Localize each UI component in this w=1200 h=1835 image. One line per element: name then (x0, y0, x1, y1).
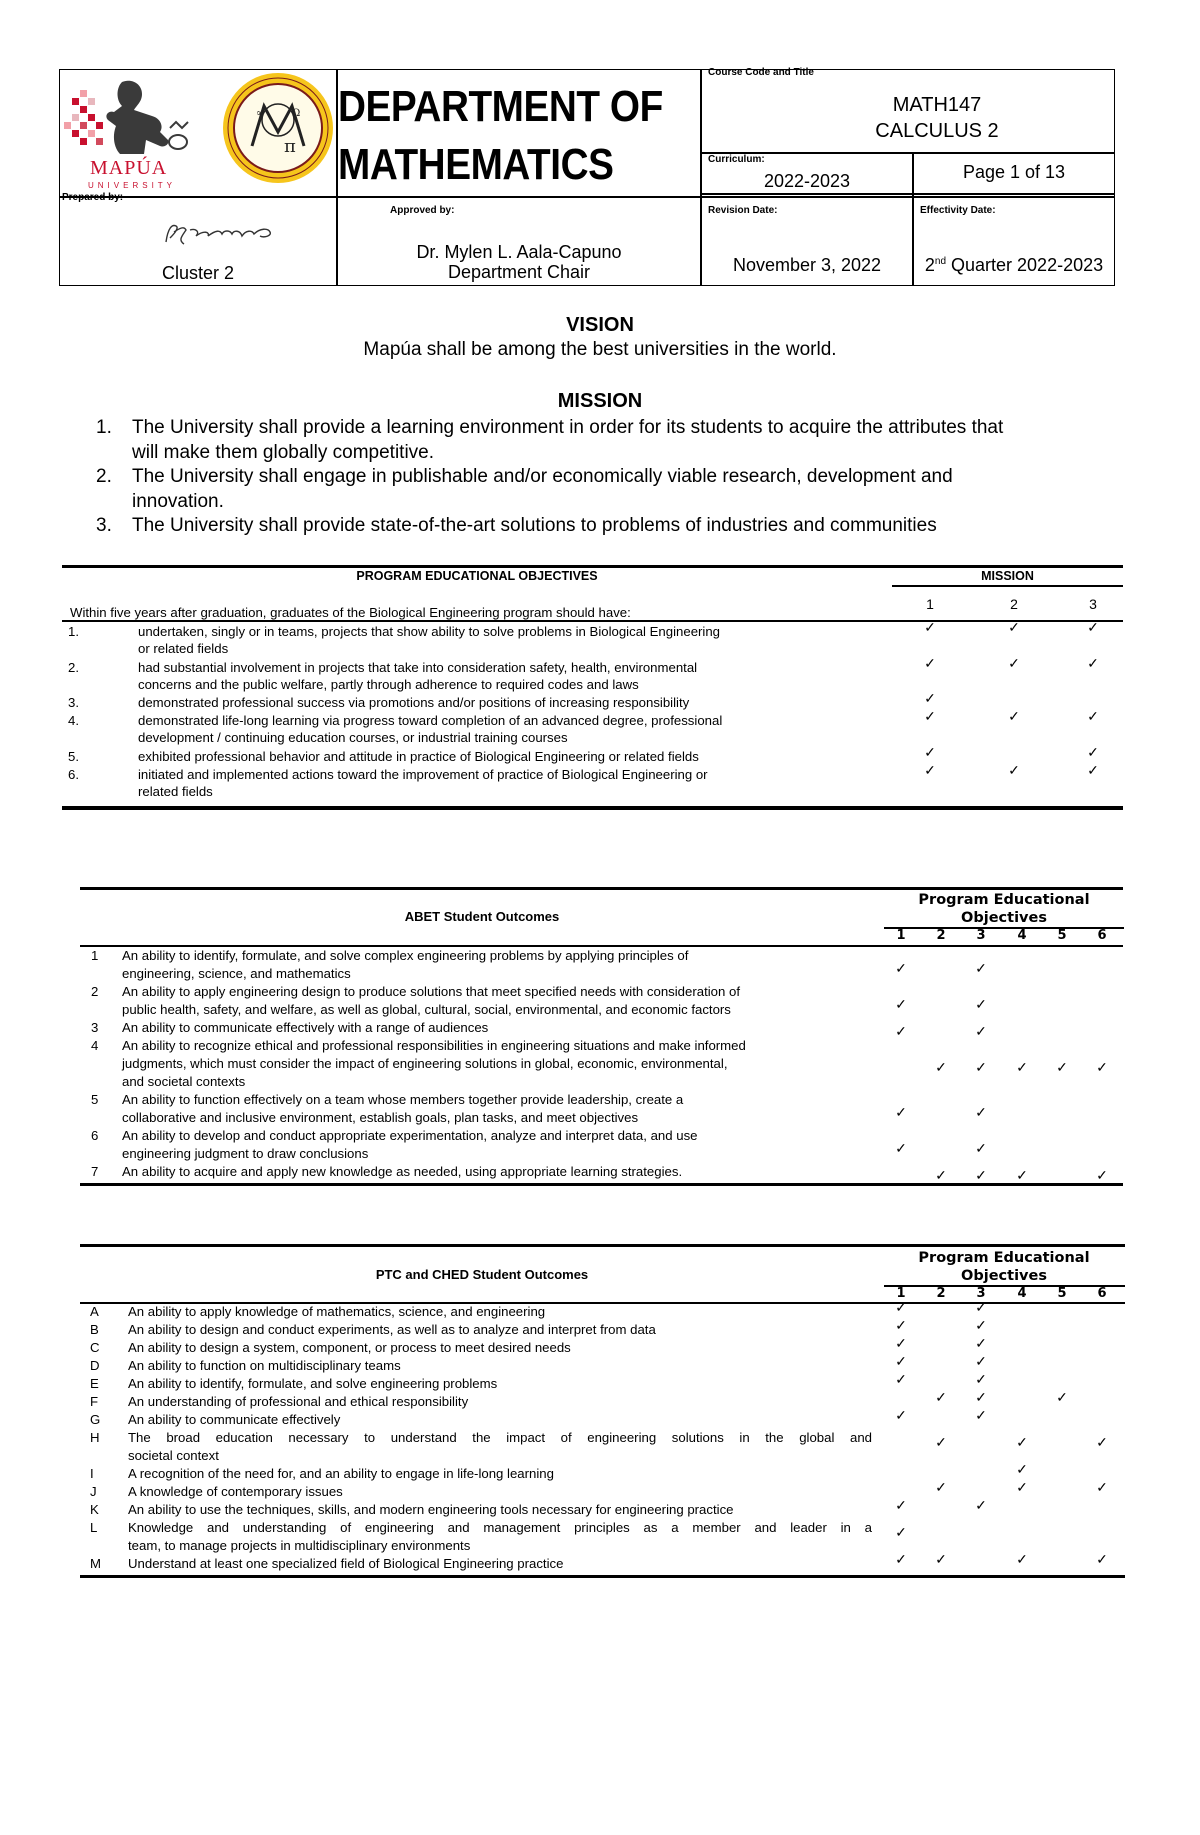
check-mark: ✓ (975, 995, 987, 1012)
ptc-row-letter: C (90, 1340, 100, 1355)
ptc-row-letter: G (90, 1412, 101, 1427)
abet-row-text: An ability to acquire and apply new knowledge as needed, using appropriate learning strategies. (122, 1164, 683, 1179)
ptc-column-header: 6 (1097, 1286, 1107, 1301)
signature-icon (160, 218, 290, 250)
check-mark: ✓ (895, 959, 907, 976)
svg-text:π: π (284, 136, 296, 157)
mapua-logo-icon (60, 70, 336, 196)
course-code: MATH147 (892, 94, 982, 116)
mission-item (96, 465, 1136, 514)
peo-row-number: 6. (68, 767, 79, 782)
check-mark: ✓ (975, 1103, 987, 1120)
check-mark: ✓ (1008, 762, 1020, 778)
peo-row-text: development / continuing education courses, or industrial training courses (138, 730, 568, 745)
check-mark: ✓ (895, 1335, 907, 1351)
course-code-label: Course Code and Title (708, 67, 814, 78)
check-mark: ✓ (1008, 655, 1020, 671)
abet-row-text: An ability to identify, formulate, and solve complex engineering problems by applying principles of (122, 948, 689, 963)
check-mark: ✓ (935, 1433, 947, 1450)
course-code-title (760, 92, 1114, 144)
check-mark: ✓ (895, 1139, 907, 1156)
ptc-row-letter: J (90, 1484, 97, 1499)
check-mark: ✓ (1087, 708, 1099, 724)
mission-item-number: 1. (96, 417, 112, 438)
effectivity-date-value (914, 255, 1114, 276)
check-mark: ✓ (1008, 708, 1020, 724)
abet-table-title: ABET Student Outcomes (404, 909, 560, 924)
mission-item (96, 416, 1136, 465)
check-mark: ✓ (935, 1389, 947, 1405)
abet-row-number: 5 (91, 1092, 99, 1107)
logo-area (60, 70, 336, 196)
peo-row-number: 4. (68, 713, 79, 728)
check-mark: ✓ (975, 1335, 987, 1351)
ptc-row-text: Understand at least one specialized field of Biological Engineering practice (128, 1556, 564, 1571)
abet-column-header: 1 (896, 928, 906, 943)
ptc-row-text: An ability to design a system, component, or process to meet desired needs (128, 1340, 571, 1355)
ptc-row-text: An understanding of professional and ethical responsibility (128, 1394, 469, 1409)
ptc-row-letter: L (90, 1520, 98, 1535)
approved-by-block (338, 242, 700, 282)
check-mark: ✓ (1096, 1479, 1108, 1495)
abet-row-number: 7 (91, 1164, 99, 1179)
mission-heading: MISSION (557, 390, 643, 412)
abet-row-number: 3 (91, 1020, 99, 1035)
check-mark: ✓ (1096, 1167, 1108, 1183)
department-title (338, 78, 708, 194)
svg-text:∞: ∞ (256, 108, 265, 119)
signature-image (160, 218, 290, 255)
ptc-row-text: An ability to apply knowledge of mathematics, science, and engineering (128, 1304, 546, 1319)
ptc-peo-header-line1: Program Educational (918, 1250, 1090, 1266)
peo-table-title: PROGRAM EDUCATIONAL OBJECTIVES (356, 569, 598, 583)
check-mark: ✓ (975, 1058, 987, 1075)
peo-row-text: demonstrated life-long learning via progress toward completion of an advanced degree, professional (138, 713, 723, 728)
abet-column-header: 2 (936, 928, 946, 943)
check-mark: ✓ (935, 1167, 947, 1183)
effectivity-ordinal: 2 (924, 255, 935, 275)
curriculum-value: 2022-2023 (763, 171, 851, 191)
ptc-row-text: societal context (128, 1447, 219, 1463)
peo-row-text: related fields (138, 784, 213, 799)
abet-row-text: An ability to apply engineering design to produce solutions that meet specified needs with consideration of (122, 984, 741, 999)
check-mark: ✓ (1008, 619, 1020, 635)
abet-row-text: An ability to communicate effectively with a range of audiences (122, 1020, 489, 1035)
abet-row-number: 2 (91, 984, 99, 999)
check-mark: ✓ (1087, 655, 1099, 671)
check-mark: ✓ (1087, 744, 1099, 760)
peo-row-number: 5. (68, 749, 79, 764)
check-mark: ✓ (895, 995, 907, 1012)
peo-mission-header: MISSION (981, 569, 1034, 583)
mission-item-text: The University shall provide a learning environment in order for its students to acquire the attributes that (132, 417, 1004, 438)
prepared-by-value: Cluster 2 (161, 263, 235, 283)
effectivity-rest: Quarter 2022-2023 (946, 255, 1104, 275)
curriculum-label: Curriculum: (708, 154, 765, 165)
ptc-row-letter: D (90, 1358, 100, 1373)
ptc-row-letter: I (90, 1466, 94, 1481)
vision-heading: VISION (566, 314, 634, 336)
check-mark: ✓ (975, 1389, 987, 1405)
ptc-column-header: 1 (896, 1286, 906, 1301)
ptc-column-header: 5 (1057, 1286, 1067, 1301)
check-mark: ✓ (895, 1023, 907, 1039)
check-mark: ✓ (895, 1353, 907, 1369)
ptc-row-letter: K (90, 1502, 99, 1517)
peo-row-number: 1. (68, 624, 79, 639)
course-title: CALCULUS 2 (875, 120, 999, 142)
abet-peo-header (884, 891, 1124, 927)
ptc-row-text: The broad education necessary to understand the impact of engineering solutions in the global and (128, 1430, 872, 1445)
ptc-row-letter: M (90, 1556, 101, 1571)
check-mark: ✓ (895, 1523, 907, 1540)
check-mark: ✓ (895, 1299, 907, 1315)
abet-row-text: An ability to function effectively on a team whose members together provide leadership, create a (122, 1092, 684, 1107)
abet-row-text: engineering judgment to draw conclusions (122, 1145, 369, 1161)
check-mark: ✓ (975, 1353, 987, 1369)
abet-row-text: public health, safety, and welfare, as well as global, cultural, social, environmental, and economic factors (122, 1001, 731, 1017)
check-mark: ✓ (1016, 1058, 1028, 1075)
check-mark: ✓ (924, 744, 936, 760)
check-mark: ✓ (1087, 619, 1099, 635)
peo-row-text: or related fields (138, 641, 229, 656)
abet-row-text: An ability to recognize ethical and professional responsibilities in engineering situations and make informed (122, 1038, 746, 1053)
check-mark: ✓ (1016, 1433, 1028, 1450)
approved-by-label: Approved by: (390, 205, 455, 216)
check-mark: ✓ (924, 619, 936, 635)
mission-item-text: The University shall engage in publishable and/or economically viable research, development and (132, 466, 953, 487)
mission-item-number: 2. (96, 466, 112, 487)
abet-row-text: collaborative and inclusive environment, establish goals, plan tasks, and meet objectives (122, 1109, 639, 1125)
check-mark: ✓ (895, 1497, 907, 1513)
ptc-column-header: 2 (936, 1286, 946, 1301)
check-mark: ✓ (1096, 1551, 1108, 1567)
abet-column-header: 6 (1097, 928, 1107, 943)
check-mark: ✓ (935, 1551, 947, 1567)
department-title-line1: DEPARTMENT OF (338, 82, 663, 131)
abet-column-header: 5 (1057, 928, 1067, 943)
check-mark: ✓ (924, 690, 936, 706)
ptc-row-text: An ability to identify, formulate, and solve engineering problems (128, 1376, 498, 1391)
ptc-row-text: A recognition of the need for, and an ability to engage in life-long learning (128, 1466, 554, 1481)
effectivity-ordinal-suffix: nd (934, 256, 947, 267)
check-mark: ✓ (1016, 1461, 1028, 1477)
check-mark: ✓ (895, 1103, 907, 1120)
ptc-peo-header (884, 1249, 1124, 1285)
ptc-row-letter: H (90, 1430, 100, 1445)
check-mark: ✓ (924, 655, 936, 671)
peo-row-text: concerns and the public welfare, partly through adherence to required codes and laws (138, 677, 639, 692)
ptc-row-text: team, to manage projects in multidisciplinary environments (128, 1537, 471, 1553)
mission-item-number: 3. (96, 515, 112, 536)
ptc-row-text: An ability to design and conduct experiments, as well as to analyze and interpret from data (128, 1322, 656, 1337)
revision-date-label: Revision Date: (708, 205, 778, 216)
check-mark: ✓ (975, 1139, 987, 1156)
check-mark: ✓ (935, 1479, 947, 1495)
peo-column-header: 3 (1089, 596, 1097, 612)
mission-list (96, 416, 1136, 539)
check-mark: ✓ (895, 1407, 907, 1423)
ptc-row-text: A knowledge of contemporary issues (128, 1484, 343, 1499)
abet-row-text: judgments, which must consider the impact of engineering solutions in global, economic, environmental, (122, 1055, 728, 1071)
abet-column-header: 3 (976, 928, 986, 943)
mission-item (96, 514, 1136, 539)
peo-row-number: 3. (68, 695, 79, 710)
check-mark: ✓ (1056, 1058, 1068, 1075)
effectivity-date-label: Effectivity Date: (920, 205, 996, 216)
peo-row-text: undertaken, singly or in teams, projects that show ability to solve problems in Biological Engineering (138, 624, 721, 639)
ptc-row-letter: F (90, 1394, 99, 1409)
abet-row-number: 6 (91, 1128, 99, 1143)
mission-item-text: The University shall provide state-of-the-art solutions to problems of industries and communities (132, 515, 937, 536)
peo-row-text: initiated and implemented actions toward the improvement of practice of Biological Engineering or (138, 767, 708, 782)
check-mark: ✓ (975, 1407, 987, 1423)
svg-text:UNIVERSITY: UNIVERSITY (88, 181, 177, 190)
check-mark: ✓ (1016, 1167, 1028, 1183)
mission-item-text: will make them globally competitive. (132, 441, 435, 463)
abet-row-text: and societal contexts (122, 1073, 246, 1089)
abet-row-number: 4 (91, 1038, 99, 1053)
page-number: Page 1 of 13 (962, 162, 1066, 182)
ptc-row-text: An ability to communicate effectively (128, 1412, 341, 1427)
prepared-by-label: Prepared by: (62, 192, 124, 203)
ptc-row-letter: E (90, 1376, 99, 1391)
ptc-row-letter: A (90, 1304, 99, 1319)
ptc-column-header: 4 (1017, 1286, 1027, 1301)
ptc-row-text: An ability to use the techniques, skills, and modern engineering tools necessary for engineering practice (128, 1502, 734, 1517)
check-mark: ✓ (935, 1058, 947, 1075)
check-mark: ✓ (975, 1317, 987, 1333)
ptc-table-title: PTC and CHED Student Outcomes (375, 1267, 589, 1282)
abet-peo-header-line2: Objectives (961, 910, 1047, 926)
peo-intro: Within five years after graduation, graduates of the Biological Engineering program should have: (70, 605, 631, 620)
peo-row-text: had substantial involvement in projects that take into consideration safety, health, environmental (138, 660, 698, 675)
revision-date-value: November 3, 2022 (732, 255, 882, 275)
check-mark: ✓ (975, 1299, 987, 1315)
check-mark: ✓ (924, 708, 936, 724)
check-mark: ✓ (975, 1371, 987, 1387)
svg-text:MAPÚA: MAPÚA (90, 157, 168, 179)
check-mark: ✓ (1096, 1058, 1108, 1075)
ptc-row-text: An ability to function on multidisciplinary teams (128, 1358, 401, 1373)
document-header (59, 69, 1115, 286)
peo-column-header: 1 (926, 596, 934, 612)
department-title-line2: MATHEMATICS (338, 140, 614, 189)
check-mark: ✓ (1096, 1433, 1108, 1450)
check-mark: ✓ (895, 1317, 907, 1333)
abet-row-number: 1 (91, 948, 99, 963)
check-mark: ✓ (975, 1167, 987, 1183)
check-mark: ✓ (1056, 1389, 1068, 1405)
check-mark: ✓ (1087, 762, 1099, 778)
approved-by-name: Dr. Mylen L. Aala-Capuno (416, 242, 622, 262)
check-mark: ✓ (1016, 1479, 1028, 1495)
peo-row-number: 2. (68, 660, 79, 675)
check-mark: ✓ (975, 1023, 987, 1039)
ptc-row-letter: B (90, 1322, 99, 1337)
abet-peo-header-line1: Program Educational (918, 892, 1090, 908)
peo-column-header: 2 (1010, 596, 1018, 612)
ptc-column-header: 3 (976, 1286, 986, 1301)
abet-row-text: An ability to develop and conduct appropriate experimentation, analyze and interpret data, and use (122, 1128, 698, 1143)
check-mark: ✓ (975, 1497, 987, 1513)
abet-column-header: 4 (1017, 928, 1027, 943)
mission-item-text: innovation. (132, 490, 224, 512)
peo-row-text: exhibited professional behavior and attitude in practice of Biological Engineering or related fields (138, 749, 699, 764)
approved-by-title: Department Chair (447, 262, 591, 282)
peo-row-text: demonstrated professional success via promotions and/or positions of increasing responsibility (138, 695, 690, 710)
check-mark: ✓ (924, 762, 936, 778)
check-mark: ✓ (1016, 1551, 1028, 1567)
ptc-peo-header-line2: Objectives (961, 1268, 1047, 1284)
math-seal-icon (223, 73, 333, 183)
abet-row-text: engineering, science, and mathematics (122, 965, 351, 981)
check-mark: ✓ (975, 959, 987, 976)
check-mark: ✓ (895, 1371, 907, 1387)
check-mark: ✓ (895, 1551, 907, 1567)
ptc-row-text: Knowledge and understanding of engineering and management principles as a member and leader in a (128, 1520, 872, 1535)
vision-text: Mapúa shall be among the best universities in the world. (363, 339, 837, 360)
svg-text:Ω: Ω (292, 108, 301, 119)
